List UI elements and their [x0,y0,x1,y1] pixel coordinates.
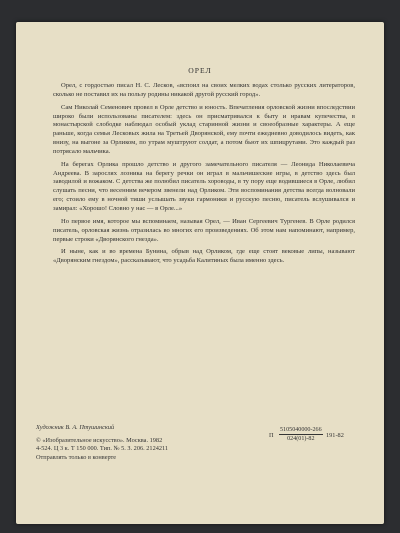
paragraph-5: И ныне, как и во времена Бунина, обрыв над Орликом, где еще стоят вековые липы, называют «Дворянским гнездом», рассказывают, что усадьба Калитиных была именно здесь. [53,248,355,265]
price-letter: П [269,432,274,439]
artist-label: Художник [36,424,64,431]
page-title: ОРЕЛ [188,66,212,75]
paragraph-3: На берегах Орлика прошло детство и другого замечательного писателя — Леонида Николаевича Андреева. В зарослях лозника на берегу речки он играл в мальчишеские игры, в детство здесь был заводилой и вожаком. С детства же полюбил писатель хороводы, в ту пору еще водившиеся в Орле, любил слушать песни, что весенним вечером звенели над Орликом. Эти воспоминания детства всегда волновали его; стоило ему в ночной тиши услышать звуки гармоники и русскую песню, писатель вслушивался и замирал: «Хорошо! Словно у нас — в Орле...» [53,160,355,212]
publisher-line: © «Изобразительное искусство». Москва. 1982 [36,436,163,444]
print-run-line: 4-524. Ц 3 к. Т 150 000. Тип. № 5. З. 206. 2124211 [36,445,169,453]
artist-name: В. А. Птушинский [65,424,115,431]
mailing-note: Отправлять только в конверте [36,453,117,461]
catalog-code-year: 191-82 [326,432,344,439]
article-body [53,82,355,270]
paragraph-1: Орел, с гордостью писал Н. С. Лесков, «вспоил на своих мелких водах столько русских литераторов, сколько не поставил их на пользу родины никакой другой русский город». [53,82,355,98]
paragraph-4: Но первое имя, которое мы вспоминаем, называя Орел, — Иван Сергеевич Тургенев. В Орле родился писатель, орловская жизнь отразилась во многих его произведениях. Об этом нам напоминают, например, первые строки «Дворянского гнезда». [53,217,355,243]
paragraph-2: Сам Николай Семенович провел в Орле детство и юность. Впечатления орловской жизни впоследствии широко были использованы писателем: здесь он присматривался к быту и нравам купечества, в монастырской слободке наблюдал особый уклад старинной жизни и своеобразные характеры. А еще раньше, когда семья Лесковых жила на Третьей Дворянской, ему почти ежедневно доводилось видеть, как внизу, на выгоне за Орликом, по утрам муштруют солдат, а потом бьют их шпицрутами. Это каждый раз потрясало мальчика. [53,103,355,155]
catalog-code-denominator: 024(01)-82 [287,436,315,442]
catalog-code [279,427,323,442]
catalog-code-numerator: 5105040000-266 [280,427,322,433]
